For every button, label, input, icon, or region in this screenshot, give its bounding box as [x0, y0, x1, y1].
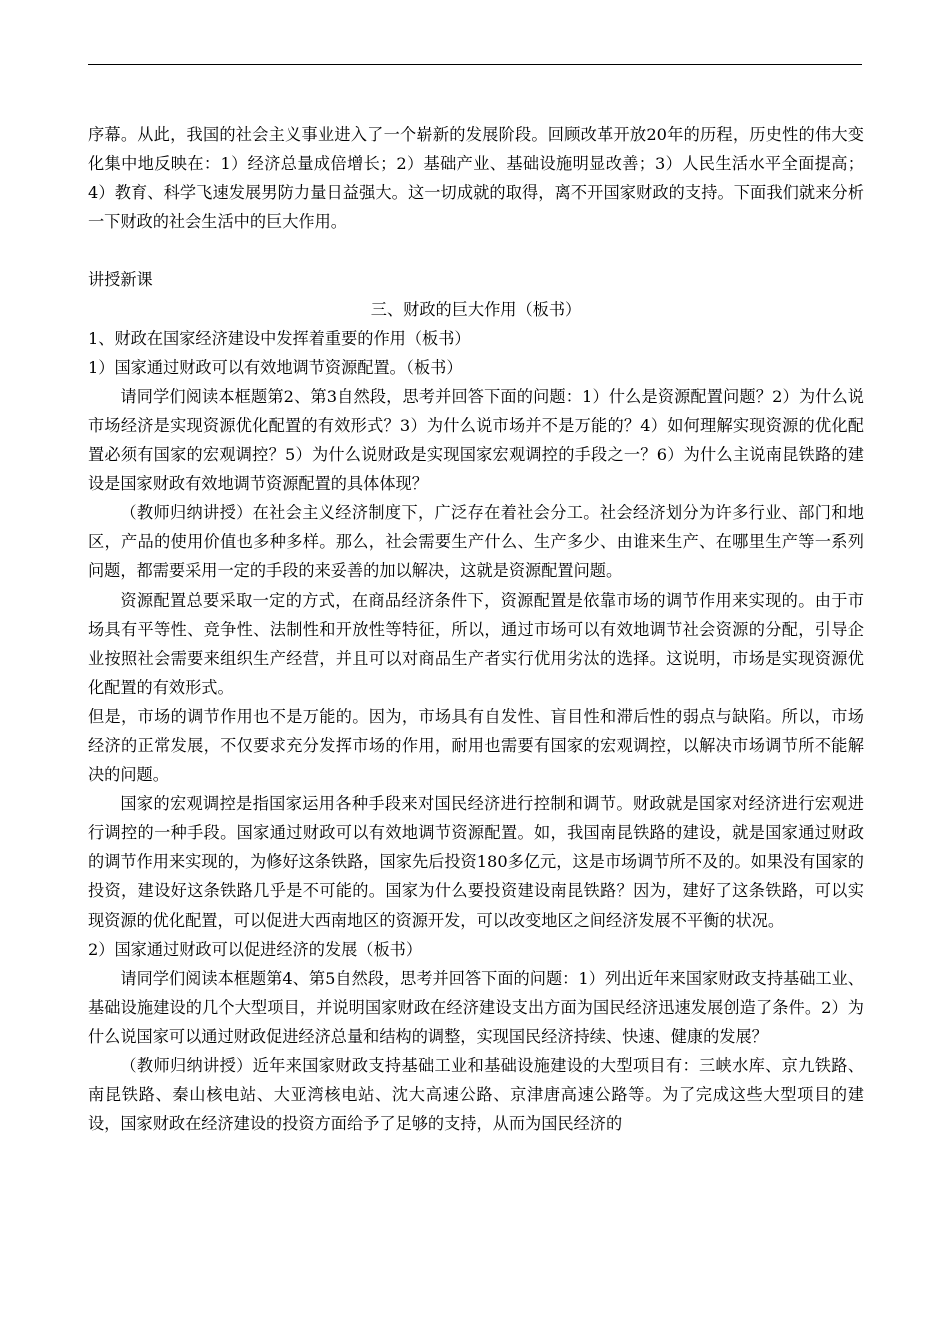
heading-1-2: 2）国家通过财政可以促进经济的发展（板书） — [88, 939, 423, 959]
heading-main: 三、财政的巨大作用（板书） — [370, 299, 582, 319]
paragraph-resource: 资源配置总要采取一定的方式，在商品经济条件下，资源配置是依靠市场的调节作用来实现的。由于市场具有平等性、竞争性、法制性和开放性等特征，所以，通过市场可以有效地调节社会资源的分配，引导企业按照社会需要来组织生产经营，并且可以对商品生产者实行优用劣汰的选择。这说明，市场是实现资源优化配置的有效形式。 — [88, 590, 864, 697]
paragraph-questions-2: 请同学们阅读本框题第4、第5自然段，思考并回答下面的问题：1）列出近年来国家财政支持基础工业、基础设施建设的几个大型项目，并说明国家财政在经济建设支出方面为国民经济迅速发展创造了条件。2）为什么说国家可以通过财政促进经济总量和结构的调整，实现国民经济持续、快速、健康的发展？ — [88, 968, 864, 1046]
paragraph-questions-1: 请同学们阅读本框题第2、第3自然段，思考并回答下面的问题：1）什么是资源配置问题？2）为什么说市场经济是实现资源优化配置的有效形式？3）为什么说市场并不是万能的？4）如何理解实现资源的优化配置必须有国家的宏观调控？5）为什么说财政是实现国家宏观调控的手段之一？6）为什么主说南昆铁路的建设是国家财政有效地调节资源配置的具体体现？ — [88, 386, 864, 494]
heading-1-1: 1）国家通过财政可以有效地调节资源配置。（板书） — [88, 357, 463, 377]
paragraph-teacher-1: （教师归纳讲授）在社会主义经济制度下，广泛存在着社会分工。社会经济划分为许多行业、部门和地区，产品的使用价值也多种多样。那么，社会需要生产什么、生产多少、由谁来生产、在哪里生产等一系列问题，都需要采用一定的手段的来妥善的加以解决，这就是资源配置问题。 — [88, 503, 864, 581]
paragraph-however: 但是，市场的调节作用也不是万能的。因为，市场具有自发性、盲目性和滞后性的弱点与缺陷。所以，市场经济的正常发展，不仅要求充分发挥市场的作用，耐用也需要有国家的宏观调控，以解决市场调节所不能解决的问题。 — [88, 706, 864, 785]
heading-1: 1、财政在国家经济建设中发挥着重要的作用（板书） — [88, 328, 471, 348]
paragraph-macro: 国家的宏观调控是指国家运用各种手段来对国民经济进行控制和调节。财政就是国家对经济进行宏观进行调控的一种手段。国家通过财政可以有效地调节资源配置。如，我国南昆铁路的建设，就是国家通过财政的调节作用来实现的，为修好这条铁路，国家先后投资180多亿元，这是市场调节所不及的。如果没有国家的投资，建设好这条铁路几乎是不可能的。国家为什么要投资建设南昆铁路？因为，建好了这条铁路，可以实现资源的优化配置，可以促进大西南地区的资源开发，可以改变地区之间经济发展不平衡的状况。 — [88, 794, 864, 930]
header-rule — [88, 64, 862, 65]
paragraph-teacher-2: （教师归纳讲授）近年来国家财政支持基础工业和基础设施建设的大型项目有：三峡水库、京九铁路、南昆铁路、秦山核电站、大亚湾核电站、沈大高速公路、京津唐高速公路等。为了完成这些大型项目的建设，国家财政在经济建设的投资方面给予了足够的支持，从而为国民经济的 — [88, 1056, 864, 1134]
document-page — [88, 120, 864, 1138]
intro-paragraph: 序幕。从此，我国的社会主义事业进入了一个崭新的发展阶段。回顾改革开放20年的历程，历史性的伟大变化集中地反映在：1）经济总量成倍增长；2）基础产业、基础设施明显改善；3）人民生活水平全面提高；4）教育、科学飞速发展男防力量日益强大。这一切成就的取得，离不开国家财政的支持。下面我们就来分析一下财政的社会生活中的巨大作用。 — [88, 125, 864, 232]
blank-line — [88, 236, 864, 265]
section-label: 讲授新课 — [88, 270, 153, 290]
